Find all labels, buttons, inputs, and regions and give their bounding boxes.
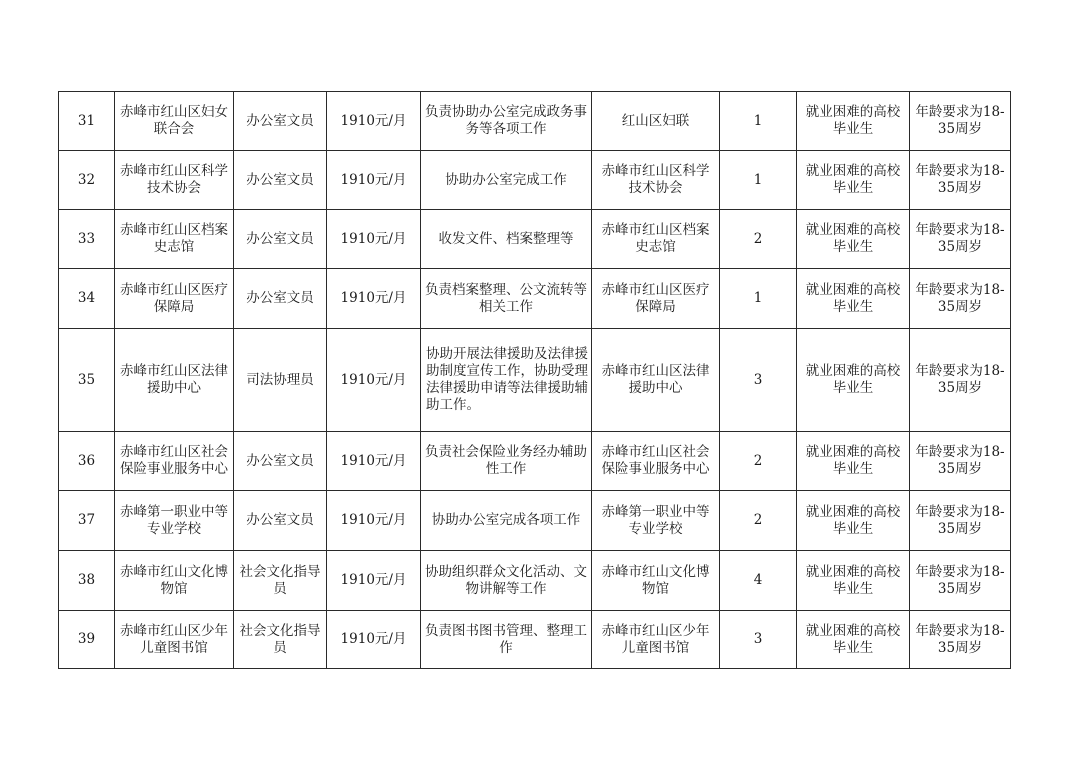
department: 赤峰市红山区科学技术协会 bbox=[592, 151, 720, 210]
salary: 1910元/月 bbox=[327, 491, 421, 551]
position-title: 办公室文员 bbox=[234, 210, 327, 269]
eligibility: 就业困难的高校毕业生 bbox=[797, 329, 910, 432]
job-duty: 协助办公室完成工作 bbox=[421, 151, 592, 210]
table-row bbox=[59, 92, 1011, 151]
eligibility: 就业困难的高校毕业生 bbox=[797, 269, 910, 329]
headcount: 1 bbox=[720, 269, 797, 329]
table-row bbox=[59, 611, 1011, 669]
salary: 1910元/月 bbox=[327, 329, 421, 432]
age-requirement: 年龄要求为18-35周岁 bbox=[910, 432, 1011, 491]
department: 红山区妇联 bbox=[592, 92, 720, 151]
department: 赤峰市红山区社会保险事业服务中心 bbox=[592, 432, 720, 491]
position-title: 办公室文员 bbox=[234, 491, 327, 551]
eligibility: 就业困难的高校毕业生 bbox=[797, 210, 910, 269]
headcount: 4 bbox=[720, 551, 797, 611]
salary: 1910元/月 bbox=[327, 210, 421, 269]
table-row bbox=[59, 432, 1011, 491]
table-row bbox=[59, 329, 1011, 432]
table-row bbox=[59, 210, 1011, 269]
row-number: 38 bbox=[59, 551, 115, 611]
age-requirement: 年龄要求为18-35周岁 bbox=[910, 269, 1011, 329]
department: 赤峰市红山区法律援助中心 bbox=[592, 329, 720, 432]
headcount: 2 bbox=[720, 491, 797, 551]
department: 赤峰市红山区医疗保障局 bbox=[592, 269, 720, 329]
eligibility: 就业困难的高校毕业生 bbox=[797, 611, 910, 669]
employer-unit: 赤峰市红山区法律援助中心 bbox=[115, 329, 234, 432]
position-title: 办公室文员 bbox=[234, 432, 327, 491]
salary: 1910元/月 bbox=[327, 611, 421, 669]
department: 赤峰市红山文化博物馆 bbox=[592, 551, 720, 611]
position-title: 社会文化指导员 bbox=[234, 611, 327, 669]
row-number: 33 bbox=[59, 210, 115, 269]
position-title: 社会文化指导员 bbox=[234, 551, 327, 611]
employer-unit: 赤峰市红山区档案史志馆 bbox=[115, 210, 234, 269]
table-row bbox=[59, 269, 1011, 329]
job-duty: 负责档案整理、公文流转等相关工作 bbox=[421, 269, 592, 329]
position-title: 办公室文员 bbox=[234, 269, 327, 329]
position-title: 司法协理员 bbox=[234, 329, 327, 432]
department: 赤峰第一职业中等专业学校 bbox=[592, 491, 720, 551]
row-number: 32 bbox=[59, 151, 115, 210]
age-requirement: 年龄要求为18-35周岁 bbox=[910, 491, 1011, 551]
salary: 1910元/月 bbox=[327, 432, 421, 491]
eligibility: 就业困难的高校毕业生 bbox=[797, 491, 910, 551]
employer-unit: 赤峰市红山文化博物馆 bbox=[115, 551, 234, 611]
row-number: 36 bbox=[59, 432, 115, 491]
row-number: 37 bbox=[59, 491, 115, 551]
employer-unit: 赤峰市红山区医疗保障局 bbox=[115, 269, 234, 329]
position-title: 办公室文员 bbox=[234, 92, 327, 151]
age-requirement: 年龄要求为18-35周岁 bbox=[910, 151, 1011, 210]
eligibility: 就业困难的高校毕业生 bbox=[797, 551, 910, 611]
headcount: 1 bbox=[720, 151, 797, 210]
row-number: 34 bbox=[59, 269, 115, 329]
job-duty: 协助组织群众文化活动、文物讲解等工作 bbox=[421, 551, 592, 611]
job-duty: 收发文件、档案整理等 bbox=[421, 210, 592, 269]
position-table bbox=[58, 91, 1011, 669]
department: 赤峰市红山区档案史志馆 bbox=[592, 210, 720, 269]
row-number: 39 bbox=[59, 611, 115, 669]
job-duty: 协助开展法律援助及法律援助制度宣传工作，协助受理法律援助申请等法律援助辅助工作。 bbox=[421, 329, 592, 432]
department: 赤峰市红山区少年儿童图书馆 bbox=[592, 611, 720, 669]
employer-unit: 赤峰市红山区妇女联合会 bbox=[115, 92, 234, 151]
job-duty: 负责社会保险业务经办辅助性工作 bbox=[421, 432, 592, 491]
document-sheet bbox=[58, 91, 1010, 669]
headcount: 2 bbox=[720, 210, 797, 269]
age-requirement: 年龄要求为18-35周岁 bbox=[910, 329, 1011, 432]
table-row bbox=[59, 551, 1011, 611]
headcount: 1 bbox=[720, 92, 797, 151]
job-duty: 负责图书图书管理、整理工作 bbox=[421, 611, 592, 669]
job-duty: 负责协助办公室完成政务事务等各项工作 bbox=[421, 92, 592, 151]
salary: 1910元/月 bbox=[327, 151, 421, 210]
employer-unit: 赤峰市红山区社会保险事业服务中心 bbox=[115, 432, 234, 491]
employer-unit: 赤峰市红山区科学技术协会 bbox=[115, 151, 234, 210]
employer-unit: 赤峰第一职业中等专业学校 bbox=[115, 491, 234, 551]
table-row bbox=[59, 491, 1011, 551]
age-requirement: 年龄要求为18-35周岁 bbox=[910, 611, 1011, 669]
table-row bbox=[59, 151, 1011, 210]
eligibility: 就业困难的高校毕业生 bbox=[797, 151, 910, 210]
eligibility: 就业困难的高校毕业生 bbox=[797, 432, 910, 491]
headcount: 3 bbox=[720, 329, 797, 432]
employer-unit: 赤峰市红山区少年儿童图书馆 bbox=[115, 611, 234, 669]
age-requirement: 年龄要求为18-35周岁 bbox=[910, 210, 1011, 269]
age-requirement: 年龄要求为18-35周岁 bbox=[910, 551, 1011, 611]
age-requirement: 年龄要求为18-35周岁 bbox=[910, 92, 1011, 151]
headcount: 2 bbox=[720, 432, 797, 491]
salary: 1910元/月 bbox=[327, 551, 421, 611]
position-title: 办公室文员 bbox=[234, 151, 327, 210]
row-number: 31 bbox=[59, 92, 115, 151]
row-number: 35 bbox=[59, 329, 115, 432]
job-duty: 协助办公室完成各项工作 bbox=[421, 491, 592, 551]
salary: 1910元/月 bbox=[327, 92, 421, 151]
salary: 1910元/月 bbox=[327, 269, 421, 329]
headcount: 3 bbox=[720, 611, 797, 669]
eligibility: 就业困难的高校毕业生 bbox=[797, 92, 910, 151]
